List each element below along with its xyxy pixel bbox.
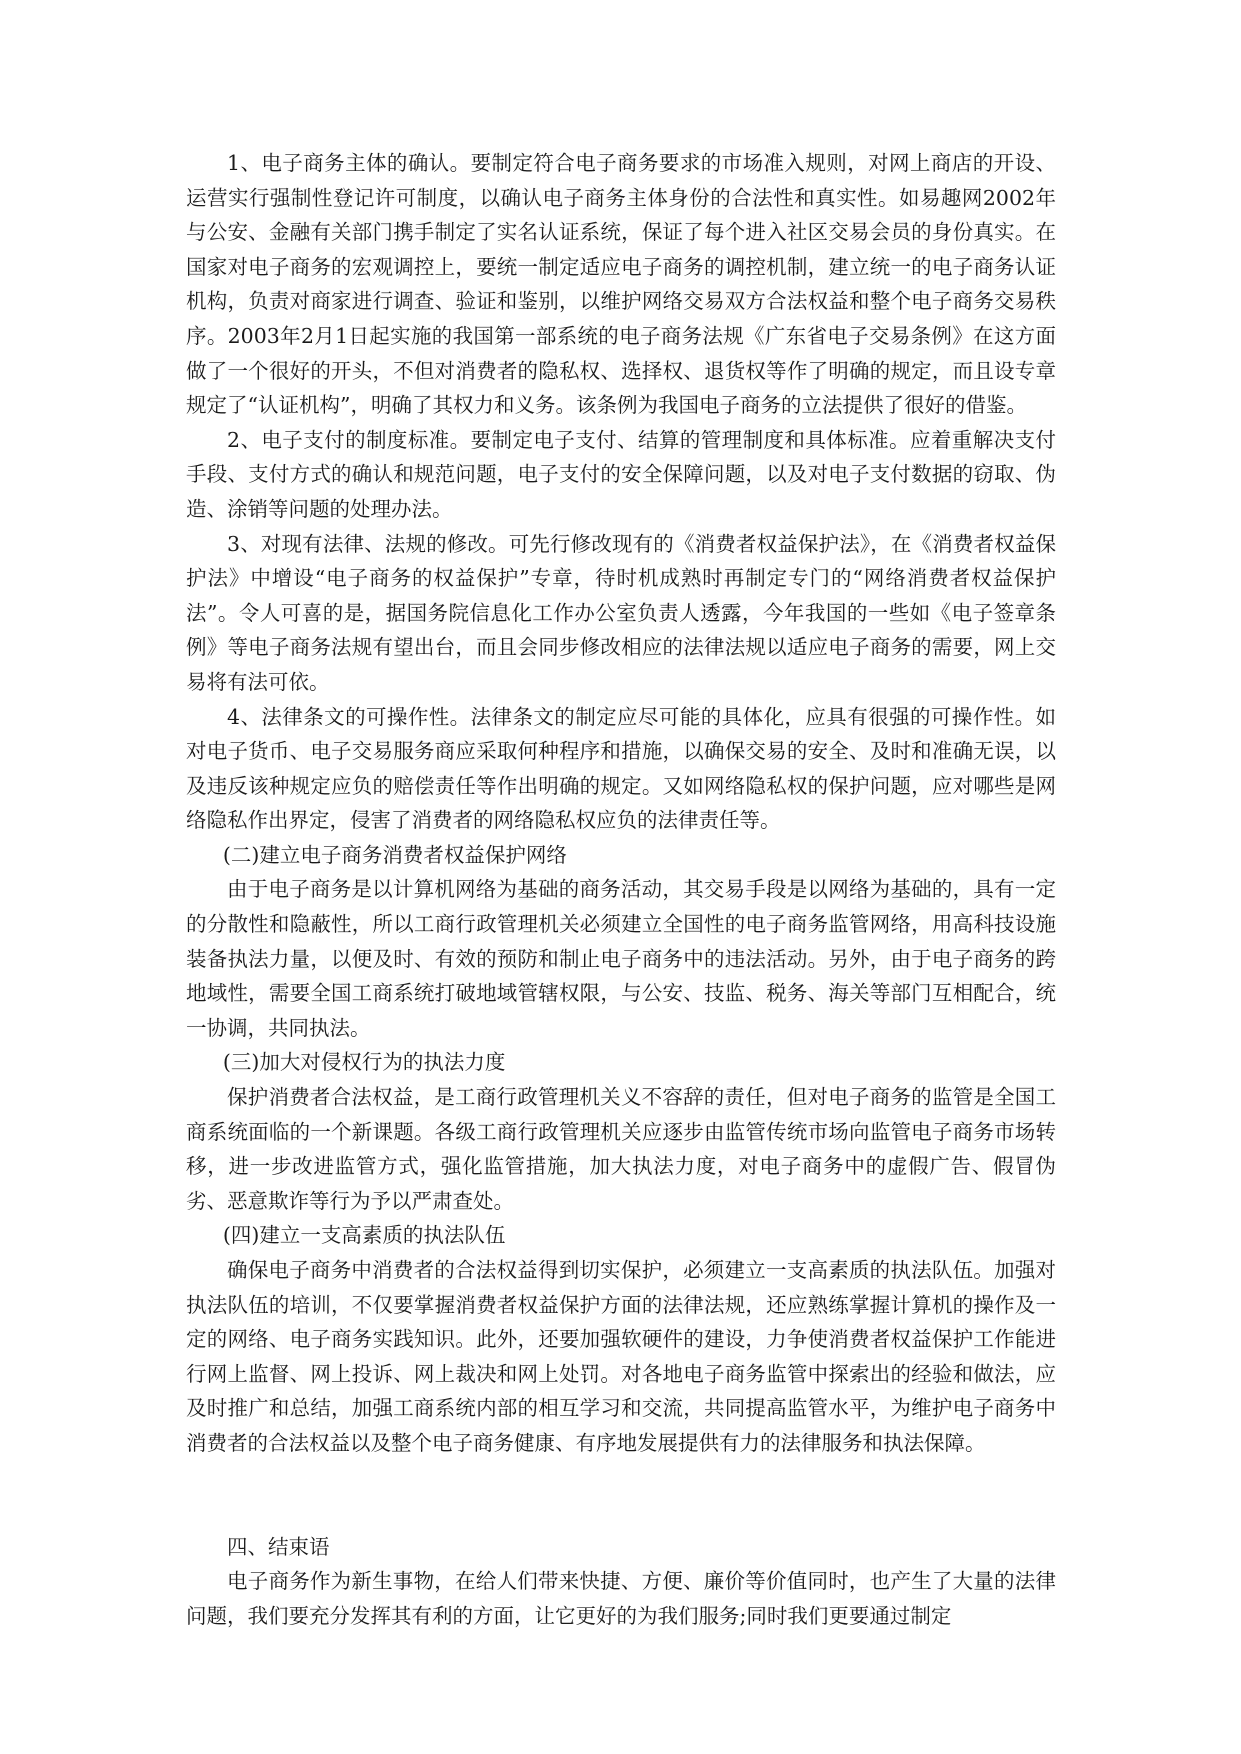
subheading-enforcement: (三)加大对侵权行为的执法力度 [222,1050,506,1075]
subheading-law-team: (四)建立一支高素质的执法队伍 [222,1223,506,1248]
paragraph-law-team: 确保电子商务中消费者的合法权益得到切实保护，必须建立一支高素质的执法队伍。加强对执法队伍的培训，不仅要掌握消费者权益保护方面的法律法规，还应熟练掌握计算机的操作及一定的网络、电子商务实践知识。此外，还要加强软硬件的建设，力争使消费者权益保护工作能进行网上监督、网上投诉、网上裁决和网上处罚。对各地电子商务监管中探索出的经验和做法，应及时推广和总结，加强工商系统内部的相互学习和交流，共同提高监管水平，为维护电子商务中消费者的合法权益以及整个电子商务健康、有序地发展提供有力的法律服务和执法保障。 [186,1258,1056,1455]
section-gap [186,1461,1056,1530]
paragraph-conclusion: 电子商务作为新生事物，在给人们带来快捷、方便、廉价等价值同时，也产生了大量的法律问题，我们要充分发挥其有利的方面，让它更好的为我们服务;同时我们更要通过制定 [186,1569,1056,1628]
paragraph-payment-standards: 2、电子支付的制度标准。要制定电子支付、结算的管理制度和具体标准。应着重解决支付手段、支付方式的确认和规范问题，电子支付的安全保障问题，以及对电子支付数据的窃取、伪造、涂销等问题的处理办法。 [186,427,1056,521]
section-heading-conclusion: 四、结束语 [227,1534,330,1559]
paragraph-protection-network: 由于电子商务是以计算机网络为基础的商务活动，其交易手段是以网络为基础的，具有一定的分散性和隐蔽性，所以工商行政管理机关必须建立全国性的电子商务监管网络，用高科技设施装备执法力量，以便及时、有效的预防和制止电子商务中的违法活动。另外，由于电子商务的跨地域性，需要全国工商系统打破地域管辖权限，与公安、技监、税务、海关等部门互相配合，统一协调，共同执法。 [186,877,1056,1040]
paragraph-enforcement: 保护消费者合法权益，是工商行政管理机关义不容辞的责任，但对电子商务的监管是全国工商系统面临的一个新课题。各级工商行政管理机关应逐步由监管传统市场向监管电子商务市场转移，进一步改进监管方式，强化监管措施，加大执法力度，对电子商务中的虚假广告、假冒伪劣、恶意欺诈等行为予以严肃查处。 [186,1085,1056,1213]
subheading-protection-network: (二)建立电子商务消费者权益保护网络 [222,842,567,867]
paragraph-operability: 4、法律条文的可操作性。法律条文的制定应尽可能的具体化，应具有很强的可操作性。如对电子货币、电子交易服务商应采取何种程序和措施，以确保交易的安全、及时和准确无误，以及违反该种规定应负的赔偿责任等作出明确的规定。又如网络隐私权的保护问题，应对哪些是网络隐私作出界定，侵害了消费者的网络隐私权应负的法律责任等。 [186,704,1056,833]
paragraph-entity-confirmation: 1、电子商务主体的确认。要制定符合电子商务要求的市场准入规则，对网上商店的开设、运营实行强制性登记许可制度，以确认电子商务主体身份的合法性和真实性。如易趣网2002年与公安、金融有关部门携手制定了实名认证系统，保证了每个进入社区交易会员的身份真实。在国家对电子商务的宏观调控上，要统一制定适应电子商务的调控机制，建立统一的电子商务认证机构，负责对商家进行调查、验证和鉴别，以维护网络交易双方合法权益和整个电子商务交易秩序。2003年2月1日起实施的我国第一部系统的电子商务法规《广东省电子交易条例》在这方面做了一个很好的开头，不但对消费者的隐私权、选择权、退货权等作了明确的规定，而且设专章规定了“认证机构”，明确了其权力和义务。该条例为我国电子商务的立法提供了很好的借鉴。 [186,151,1056,418]
document-body [186,146,1056,1633]
paragraph-law-revision: 3、对现有法律、法规的修改。可先行修改现有的《消费者权益保护法》，在《消费者权益保护法》中增设“电子商务的权益保护”专章，待时机成熟时再制定专门的“网络消费者权益保护法”。令人可喜的是，据国务院信息化工作办公室负责人透露，今年我国的一些如《电子签章条例》等电子商务法规有望出台，而且会同步修改相应的法律法规以适应电子商务的需要，网上交易将有法可依。 [186,531,1056,694]
